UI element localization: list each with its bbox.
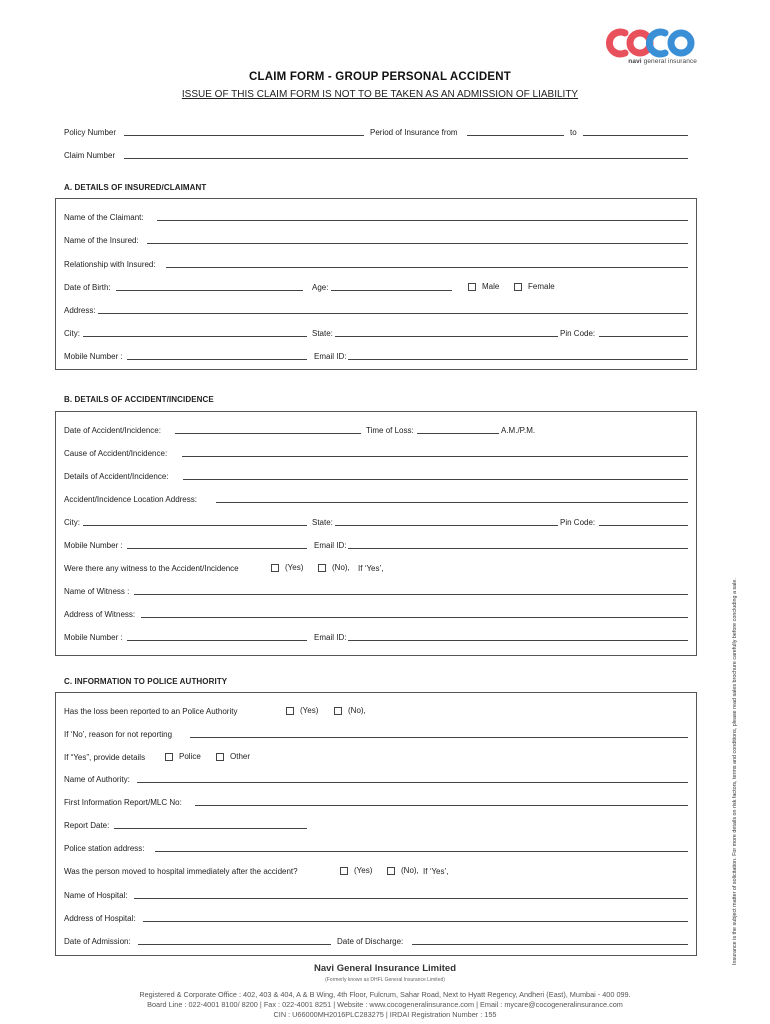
hospital-address-field[interactable] [143, 921, 688, 922]
witness-mobile-field[interactable] [127, 640, 307, 641]
mobile-field[interactable] [127, 359, 307, 360]
b-state-label: State: [312, 518, 333, 527]
witness-email-field[interactable] [348, 640, 688, 641]
period-from-label: Period of Insurance from [370, 128, 458, 137]
station-label: Police station address: [64, 844, 145, 853]
other-option[interactable]: Other [216, 752, 250, 761]
discharge-field[interactable] [412, 944, 688, 945]
section-b-box [55, 411, 697, 656]
witness-email-label: Email ID: [314, 633, 347, 642]
footer-cin: CIN : U66000MH2016PLC283275 | IRDAI Registration Number : 155 [273, 1010, 497, 1019]
other-checkbox[interactable] [216, 753, 224, 761]
b-pin-field[interactable] [599, 525, 688, 526]
reported-yes-option[interactable]: (Yes) [286, 706, 318, 715]
witness-no-checkbox[interactable] [318, 564, 326, 572]
footer-formerly: (Formerly known as DHFL General Insurance Limited) [325, 977, 445, 983]
report-date-label: Report Date: [64, 821, 110, 830]
hospital-no-checkbox[interactable] [387, 867, 395, 875]
details-field[interactable] [183, 479, 688, 480]
time-of-loss-label: Time of Loss: [366, 426, 414, 435]
authority-label: Name of Authority: [64, 775, 130, 784]
form-subtitle: ISSUE OF THIS CLAIM FORM IS NOT TO BE TAKEN AS AN ADMISSION OF LIABILITY [181, 89, 579, 100]
policy-number-field[interactable] [124, 135, 364, 136]
witness-name-label: Name of Witness : [64, 587, 130, 596]
witness-yes-option[interactable]: (Yes) [271, 563, 303, 572]
coco-logo [605, 25, 697, 61]
logo-tagline: navi general insurance [628, 58, 697, 65]
age-field[interactable] [331, 290, 452, 291]
cause-field[interactable] [182, 456, 688, 457]
hospital-name-label: Name of Hospital: [64, 891, 128, 900]
period-to-label: to [570, 128, 577, 137]
mobile-label: Mobile Number : [64, 352, 123, 361]
witness-no-option[interactable]: (No), [318, 563, 350, 572]
details-label: Details of Accident/Incidence: [64, 472, 169, 481]
hospital-question: Was the person moved to hospital immediately after the accident? [64, 867, 298, 876]
footer-address: Registered & Corporate Office : 402, 403 & 404, A & B Wing, 4th Floor, Fulcrum, Sahar Road, Next to Hyatt Regency, Andheri (East), Mumbai - 400 099. [139, 990, 631, 999]
b-email-label: Email ID: [314, 541, 347, 550]
state-field[interactable] [335, 336, 558, 337]
accident-date-field[interactable] [175, 433, 361, 434]
claimant-name-label: Name of the Claimant: [64, 213, 144, 222]
period-from-field[interactable] [467, 135, 564, 136]
insured-name-label: Name of the Insured: [64, 236, 139, 245]
insured-name-field[interactable] [147, 243, 688, 244]
station-field[interactable] [155, 851, 688, 852]
hospital-yes-option[interactable]: (Yes) [340, 866, 372, 875]
police-option[interactable]: Police [165, 752, 201, 761]
footer-company: Navi General Insurance Limited [313, 963, 457, 974]
side-disclaimer: Insurance is the subject matter of solicitation. For more details on risk factors, terms and conditions, please read sales brochure carefully before concluding a sale. [732, 578, 738, 965]
email-field[interactable] [348, 359, 688, 360]
city-label: City: [64, 329, 80, 338]
time-of-loss-field[interactable] [417, 433, 499, 434]
witness-address-field[interactable] [141, 617, 688, 618]
address-field[interactable] [98, 313, 688, 314]
age-label: Age: [312, 283, 329, 292]
hospital-yes-checkbox[interactable] [340, 867, 348, 875]
witness-yes-checkbox[interactable] [271, 564, 279, 572]
reported-question: Has the loss been reported to an Police Authority [64, 707, 238, 716]
witness-address-label: Address of Witness: [64, 610, 136, 619]
hospital-no-option[interactable]: (No), [387, 866, 419, 875]
ampm-label: A.M./P.M. [501, 426, 536, 435]
reported-no-option[interactable]: (No), [334, 706, 366, 715]
police-checkbox[interactable] [165, 753, 173, 761]
fir-field[interactable] [195, 805, 688, 806]
claim-number-label: Claim Number [64, 151, 116, 160]
b-mobile-label: Mobile Number : [64, 541, 123, 550]
witness-question: Were there any witness to the Accident/Incidence [64, 564, 239, 573]
accident-date-label: Date of Accident/Incidence: [64, 426, 161, 435]
reported-no-checkbox[interactable] [334, 707, 342, 715]
section-b-heading: B. DETAILS OF ACCIDENT/INCIDENCE [64, 395, 214, 404]
hospital-name-field[interactable] [134, 898, 688, 899]
b-mobile-field[interactable] [127, 548, 307, 549]
footer-contact: Board Line : 022-4001 8100/ 8200 | Fax : 022-4001 8251 | Website : www.cocogeneralinsurance.com | Email : mycare@cocogeneralinsurance.com [147, 1000, 623, 1009]
admission-label: Date of Admission: [64, 937, 131, 946]
if-yes-label: If “Yes”, provide details [64, 753, 146, 762]
dob-label: Date of Birth: [64, 283, 111, 292]
claimant-name-field[interactable] [157, 220, 688, 221]
location-label: Accident/Incidence Location Address: [64, 495, 197, 504]
b-pin-label: Pin Code: [560, 518, 596, 527]
section-a-heading: A. DETAILS OF INSURED/CLAIMANT [64, 183, 207, 192]
city-field[interactable] [83, 336, 307, 337]
female-option[interactable]: Female [514, 282, 555, 291]
b-city-label: City: [64, 518, 80, 527]
admission-field[interactable] [138, 944, 331, 945]
discharge-label: Date of Discharge: [337, 937, 404, 946]
male-checkbox[interactable] [468, 283, 476, 291]
b-email-field[interactable] [348, 548, 688, 549]
if-no-field[interactable] [190, 737, 688, 738]
period-to-field[interactable] [583, 135, 688, 136]
cause-label: Cause of Accident/Incidence: [64, 449, 168, 458]
state-label: State: [312, 329, 333, 338]
witness-mobile-label: Mobile Number : [64, 633, 123, 642]
policy-number-label: Policy Number [64, 128, 117, 137]
authority-field[interactable] [137, 782, 688, 783]
hospital-if-yes: If ‘Yes’, [423, 867, 449, 876]
pin-label: Pin Code: [560, 329, 596, 338]
claim-number-field[interactable] [124, 158, 688, 159]
if-no-label: If ‘No’, reason for not reporting [64, 730, 173, 739]
fir-label: First Information Report/MLC No: [64, 798, 182, 807]
form-title: CLAIM FORM - GROUP PERSONAL ACCIDENT [249, 71, 511, 83]
relationship-field[interactable] [166, 267, 688, 268]
b-state-field[interactable] [335, 525, 558, 526]
section-a-box [55, 198, 697, 370]
hospital-address-label: Address of Hospital: [64, 914, 136, 923]
section-c-heading: C. INFORMATION TO POLICE AUTHORITY [64, 677, 228, 686]
address-label: Address: [64, 306, 96, 315]
report-date-field[interactable] [114, 828, 307, 829]
witness-name-field[interactable] [134, 594, 688, 595]
male-option[interactable]: Male [468, 282, 499, 291]
pin-field[interactable] [599, 336, 688, 337]
b-city-field[interactable] [83, 525, 307, 526]
witness-if-yes: If ‘Yes’, [358, 564, 384, 573]
dob-field[interactable] [116, 290, 303, 291]
location-field[interactable] [216, 502, 688, 503]
female-checkbox[interactable] [514, 283, 522, 291]
reported-yes-checkbox[interactable] [286, 707, 294, 715]
relationship-label: Relationship with Insured: [64, 260, 156, 269]
email-label: Email ID: [314, 352, 347, 361]
